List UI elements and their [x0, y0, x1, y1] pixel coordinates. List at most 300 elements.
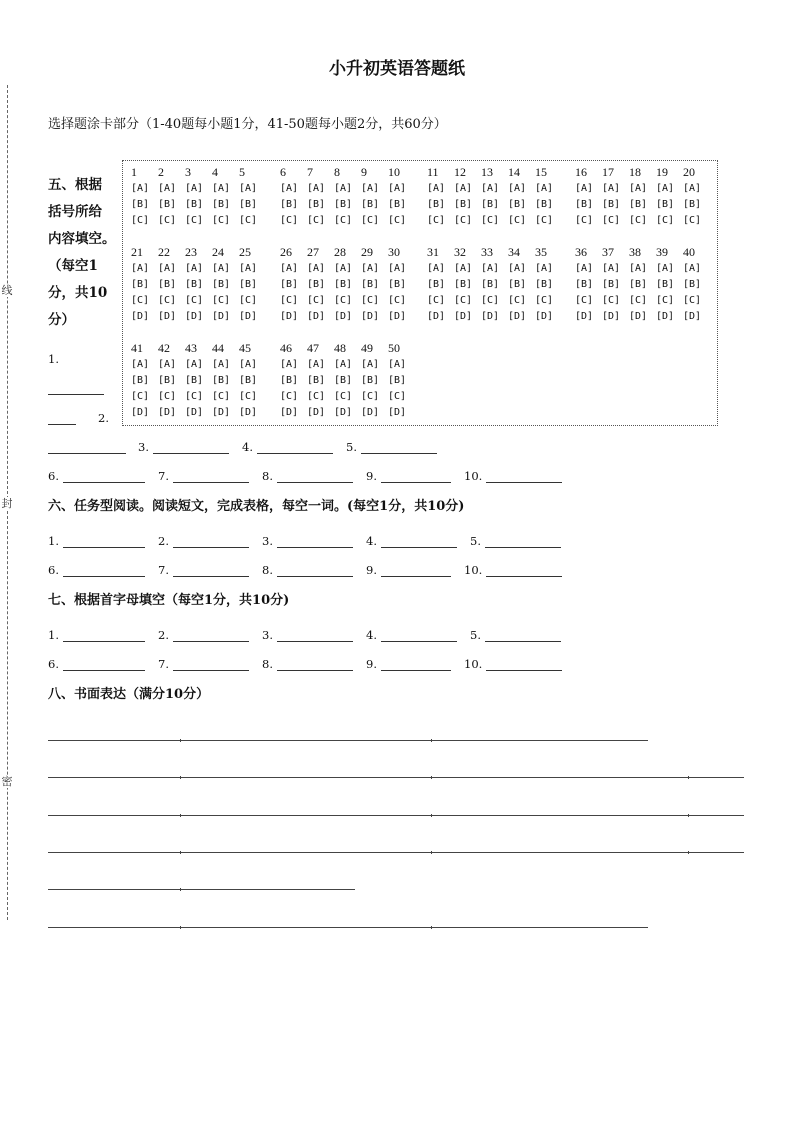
- s7-item-6-label: 6.: [48, 657, 59, 671]
- s7-item-7-label: 7.: [158, 657, 169, 671]
- answer-bubble[interactable]: [D]: [158, 310, 177, 322]
- answer-bubble[interactable]: [A]: [454, 262, 473, 274]
- answer-bubble[interactable]: [C]: [602, 214, 621, 226]
- question-number: 42: [158, 340, 170, 355]
- answer-bubble[interactable]: [A]: [361, 358, 380, 370]
- s6-item-5-blank[interactable]: [485, 535, 561, 548]
- answer-bubble[interactable]: [A]: [212, 182, 231, 194]
- question-number: 28: [334, 244, 346, 259]
- answer-bubble[interactable]: [A]: [239, 182, 258, 194]
- bubble-group: [131, 340, 266, 420]
- question-number: 3: [185, 164, 191, 179]
- bubble-group: [427, 164, 562, 228]
- answer-bubble[interactable]: [C]: [185, 214, 204, 226]
- answer-bubble[interactable]: [A]: [602, 182, 621, 194]
- answer-bubble[interactable]: [B]: [427, 278, 446, 290]
- answer-bubble[interactable]: [B]: [307, 198, 326, 210]
- question-number: 2: [158, 164, 164, 179]
- answer-bubble[interactable]: [C]: [388, 294, 407, 306]
- s6-item-4-blank[interactable]: [381, 535, 457, 548]
- answer-bubble[interactable]: [D]: [185, 406, 204, 418]
- answer-bubble[interactable]: [A]: [427, 262, 446, 274]
- question-number: 11: [427, 164, 439, 179]
- section5-line: （每空1: [48, 258, 98, 274]
- s6-item-6-blank[interactable]: [63, 564, 145, 577]
- answer-bubble[interactable]: [C]: [158, 294, 177, 306]
- question-number: 50: [388, 340, 400, 355]
- question-number: 31: [427, 244, 439, 259]
- s7-item-8-blank[interactable]: [277, 658, 353, 671]
- answer-bubble[interactable]: [A]: [683, 182, 702, 194]
- bubble-group: [280, 164, 415, 228]
- question-number: 20: [683, 164, 695, 179]
- answer-bubble[interactable]: [A]: [388, 262, 407, 274]
- writing-line[interactable]: [48, 889, 355, 890]
- s7-item-1-blank[interactable]: [63, 629, 145, 642]
- answer-bubble[interactable]: [C]: [280, 214, 299, 226]
- margin-char-xian: 线: [1, 284, 13, 297]
- question-number: 9: [361, 164, 367, 179]
- question-number: 41: [131, 340, 143, 355]
- s5-item-8-blank[interactable]: [277, 470, 353, 483]
- question-number: 16: [575, 164, 587, 179]
- question-number: 23: [185, 244, 197, 259]
- writing-line[interactable]: [48, 927, 648, 928]
- answer-bubble[interactable]: [A]: [535, 182, 554, 194]
- question-number: 45: [239, 340, 251, 355]
- question-number: 36: [575, 244, 587, 259]
- section5-line: 内容填空。: [48, 231, 116, 247]
- answer-bubble[interactable]: [C]: [280, 294, 299, 306]
- question-number: 5: [239, 164, 245, 179]
- answer-bubble[interactable]: [B]: [280, 374, 299, 386]
- answer-bubble[interactable]: [C]: [185, 390, 204, 402]
- writing-line[interactable]: [48, 777, 744, 778]
- margin-char-feng: 封: [1, 497, 13, 510]
- answer-bubble[interactable]: [A]: [481, 262, 500, 274]
- answer-bubble[interactable]: [B]: [158, 374, 177, 386]
- answer-bubble[interactable]: [A]: [280, 182, 299, 194]
- answer-bubble[interactable]: [C]: [629, 214, 648, 226]
- s6-item-1-blank[interactable]: [63, 535, 145, 548]
- question-number: 10: [388, 164, 400, 179]
- answer-bubble[interactable]: [C]: [307, 294, 326, 306]
- answer-bubble[interactable]: [B]: [185, 198, 204, 210]
- s7-item-5-label: 5.: [470, 628, 481, 642]
- section5-line: 括号所给: [48, 204, 102, 220]
- answer-bubble[interactable]: [D]: [158, 406, 177, 418]
- answer-bubble[interactable]: [C]: [131, 214, 150, 226]
- s7-item-10-label: 10.: [464, 657, 483, 671]
- answer-bubble[interactable]: [C]: [508, 214, 527, 226]
- answer-bubble[interactable]: [C]: [280, 390, 299, 402]
- answer-bubble[interactable]: [C]: [388, 390, 407, 402]
- answer-bubble[interactable]: [A]: [683, 262, 702, 274]
- answer-bubble[interactable]: [A]: [212, 262, 231, 274]
- page-title: 小升初英语答题纸: [329, 59, 465, 79]
- answer-bubble[interactable]: [B]: [535, 278, 554, 290]
- answer-bubble[interactable]: [C]: [361, 294, 380, 306]
- answer-bubble[interactable]: [C]: [158, 214, 177, 226]
- answer-bubble[interactable]: [D]: [280, 406, 299, 418]
- answer-bubble[interactable]: [C]: [454, 294, 473, 306]
- answer-bubble[interactable]: [B]: [656, 278, 675, 290]
- answer-bubble[interactable]: [C]: [481, 214, 500, 226]
- answer-bubble[interactable]: [A]: [508, 262, 527, 274]
- answer-bubble[interactable]: [C]: [427, 214, 446, 226]
- s5-item-10-blank[interactable]: [486, 470, 562, 483]
- s7-item-1-label: 1.: [48, 628, 59, 642]
- s5-item-6-label: 6.: [48, 469, 59, 483]
- answer-bubble[interactable]: [B]: [427, 198, 446, 210]
- question-number: 15: [535, 164, 547, 179]
- answer-bubble[interactable]: [B]: [481, 198, 500, 210]
- answer-bubble[interactable]: [B]: [629, 198, 648, 210]
- answer-bubble[interactable]: [A]: [535, 262, 554, 274]
- answer-bubble[interactable]: [D]: [185, 310, 204, 322]
- answer-bubble[interactable]: [A]: [334, 182, 353, 194]
- answer-bubble[interactable]: [B]: [361, 278, 380, 290]
- question-number: 35: [535, 244, 547, 259]
- answer-bubble[interactable]: [A]: [427, 182, 446, 194]
- answer-bubble[interactable]: [D]: [212, 310, 231, 322]
- answer-bubble[interactable]: [C]: [575, 294, 594, 306]
- s5-item-1-blank-cont[interactable]: [48, 424, 76, 425]
- answer-bubble[interactable]: [B]: [131, 278, 150, 290]
- question-number: 30: [388, 244, 400, 259]
- question-number: 22: [158, 244, 170, 259]
- answer-bubble[interactable]: [B]: [212, 278, 231, 290]
- answer-bubble[interactable]: [C]: [683, 214, 702, 226]
- answer-bubble[interactable]: [C]: [427, 294, 446, 306]
- answer-bubble[interactable]: [B]: [629, 278, 648, 290]
- answer-bubble[interactable]: [C]: [535, 294, 554, 306]
- bubble-group: [131, 244, 266, 324]
- answer-bubble[interactable]: [A]: [158, 182, 177, 194]
- answer-bubble[interactable]: [B]: [334, 198, 353, 210]
- answer-bubble[interactable]: [C]: [239, 214, 258, 226]
- s7-item-5-blank[interactable]: [485, 629, 561, 642]
- answer-bubble[interactable]: [A]: [508, 182, 527, 194]
- answer-bubble[interactable]: [D]: [212, 406, 231, 418]
- answer-bubble[interactable]: [A]: [131, 182, 150, 194]
- s6-item-2-label: 2.: [158, 534, 169, 548]
- answer-bubble[interactable]: [C]: [158, 390, 177, 402]
- answer-bubble[interactable]: [C]: [361, 390, 380, 402]
- writing-line[interactable]: [48, 815, 744, 816]
- answer-bubble[interactable]: [A]: [280, 358, 299, 370]
- answer-bubble[interactable]: [B]: [602, 278, 621, 290]
- question-number: 8: [334, 164, 340, 179]
- answer-bubble[interactable]: [B]: [212, 198, 231, 210]
- answer-bubble[interactable]: [D]: [388, 406, 407, 418]
- answer-bubble[interactable]: [B]: [388, 198, 407, 210]
- answer-bubble[interactable]: [A]: [185, 182, 204, 194]
- answer-bubble[interactable]: [B]: [575, 278, 594, 290]
- s7-item-10-blank[interactable]: [486, 658, 562, 671]
- answer-bubble[interactable]: [B]: [481, 278, 500, 290]
- answer-bubble[interactable]: [A]: [361, 262, 380, 274]
- answer-bubble[interactable]: [C]: [481, 294, 500, 306]
- question-number: 1: [131, 164, 137, 179]
- section5-line: 分）: [48, 312, 75, 328]
- s6-item-10-blank[interactable]: [486, 564, 562, 577]
- answer-bubble[interactable]: [B]: [388, 278, 407, 290]
- answer-bubble[interactable]: [A]: [481, 182, 500, 194]
- question-number: 25: [239, 244, 251, 259]
- answer-bubble[interactable]: [A]: [454, 182, 473, 194]
- answer-bubble[interactable]: [D]: [629, 310, 648, 322]
- answer-bubble[interactable]: [D]: [508, 310, 527, 322]
- s6-item-6-label: 6.: [48, 563, 59, 577]
- section8-heading: 八、书面表达（满分10分）: [48, 687, 210, 702]
- answer-bubble[interactable]: [A]: [280, 262, 299, 274]
- answer-bubble[interactable]: [C]: [629, 294, 648, 306]
- answer-bubble[interactable]: [D]: [239, 406, 258, 418]
- answer-bubble[interactable]: [D]: [131, 406, 150, 418]
- question-number: 33: [481, 244, 493, 259]
- writing-line[interactable]: [48, 740, 648, 741]
- s7-item-9-blank[interactable]: [381, 658, 451, 671]
- answer-bubble[interactable]: [B]: [307, 374, 326, 386]
- answer-bubble[interactable]: [D]: [307, 310, 326, 322]
- s6-item-7-label: 7.: [158, 563, 169, 577]
- answer-bubble[interactable]: [C]: [334, 390, 353, 402]
- question-number: 13: [481, 164, 493, 179]
- answer-bubble[interactable]: [A]: [656, 262, 675, 274]
- answer-bubble[interactable]: [B]: [307, 278, 326, 290]
- answer-bubble[interactable]: [C]: [212, 294, 231, 306]
- s7-item-2-label: 2.: [158, 628, 169, 642]
- s7-item-2-blank[interactable]: [173, 629, 249, 642]
- question-number: 43: [185, 340, 197, 355]
- question-number: 7: [307, 164, 313, 179]
- writing-line[interactable]: [48, 852, 744, 853]
- answer-bubble[interactable]: [B]: [454, 278, 473, 290]
- question-number: 17: [602, 164, 614, 179]
- answer-bubble[interactable]: [B]: [131, 374, 150, 386]
- answer-bubble[interactable]: [C]: [535, 214, 554, 226]
- answer-bubble[interactable]: [B]: [158, 278, 177, 290]
- answer-bubble[interactable]: [C]: [361, 214, 380, 226]
- answer-bubble[interactable]: [C]: [508, 294, 527, 306]
- question-number: 48: [334, 340, 346, 355]
- answer-bubble[interactable]: [A]: [629, 182, 648, 194]
- s5-item-9-blank[interactable]: [381, 470, 451, 483]
- answer-bubble[interactable]: [D]: [388, 310, 407, 322]
- s5-item-5-blank[interactable]: [361, 441, 437, 454]
- answer-bubble[interactable]: [B]: [361, 374, 380, 386]
- s6-item-8-label: 8.: [262, 563, 273, 577]
- answer-bubble[interactable]: [B]: [454, 198, 473, 210]
- s5-item-6-blank[interactable]: [63, 470, 145, 483]
- s7-item-9-label: 9.: [366, 657, 377, 671]
- answer-bubble[interactable]: [C]: [239, 390, 258, 402]
- s5-item-1-blank[interactable]: [48, 394, 104, 395]
- s6-item-5-label: 5.: [470, 534, 481, 548]
- answer-bubble[interactable]: [A]: [307, 262, 326, 274]
- s6-item-9-blank[interactable]: [381, 564, 451, 577]
- answer-bubble[interactable]: [B]: [575, 198, 594, 210]
- answer-bubble[interactable]: [B]: [334, 278, 353, 290]
- answer-bubble[interactable]: [B]: [508, 278, 527, 290]
- answer-bubble[interactable]: [A]: [158, 262, 177, 274]
- s5-item-8-label: 8.: [262, 469, 273, 483]
- answer-bubble[interactable]: [B]: [131, 198, 150, 210]
- answer-bubble[interactable]: [D]: [454, 310, 473, 322]
- answer-bubble[interactable]: [D]: [131, 310, 150, 322]
- answer-bubble[interactable]: [A]: [334, 358, 353, 370]
- section6-heading: 六、任务型阅读。阅读短文，完成表格，每空一词。(每空1分，共10分): [48, 499, 465, 514]
- s6-item-3-label: 3.: [262, 534, 273, 548]
- answer-bubble[interactable]: [B]: [158, 198, 177, 210]
- answer-bubble[interactable]: [B]: [508, 198, 527, 210]
- section5-instruction: [48, 172, 128, 334]
- question-number: 39: [656, 244, 668, 259]
- answer-bubble[interactable]: [B]: [239, 374, 258, 386]
- answer-bubble[interactable]: [B]: [683, 278, 702, 290]
- question-number: 44: [212, 340, 224, 355]
- s7-item-6-blank[interactable]: [63, 658, 145, 671]
- answer-bubble[interactable]: [C]: [602, 294, 621, 306]
- answer-bubble[interactable]: [B]: [239, 198, 258, 210]
- answer-bubble[interactable]: [B]: [535, 198, 554, 210]
- question-number: 26: [280, 244, 292, 259]
- question-number: 32: [454, 244, 466, 259]
- answer-bubble[interactable]: [C]: [388, 214, 407, 226]
- answer-bubble[interactable]: [C]: [185, 294, 204, 306]
- question-number: 27: [307, 244, 319, 259]
- answer-bubble[interactable]: [C]: [656, 294, 675, 306]
- question-number: 49: [361, 340, 373, 355]
- answer-bubble[interactable]: [A]: [131, 262, 150, 274]
- answer-bubble[interactable]: [D]: [535, 310, 554, 322]
- s5-item-2-label: 2.: [98, 411, 109, 425]
- answer-bubble[interactable]: [D]: [361, 406, 380, 418]
- answer-bubble[interactable]: [C]: [239, 294, 258, 306]
- section7-heading: 七、根据首字母填空（每空1分，共10分): [48, 593, 290, 608]
- answer-bubble[interactable]: [A]: [361, 182, 380, 194]
- answer-bubble[interactable]: [A]: [388, 358, 407, 370]
- s7-item-4-blank[interactable]: [381, 629, 457, 642]
- answer-bubble[interactable]: [B]: [280, 278, 299, 290]
- answer-bubble[interactable]: [A]: [158, 358, 177, 370]
- answer-bubble[interactable]: [C]: [131, 390, 150, 402]
- answer-bubble[interactable]: [B]: [185, 374, 204, 386]
- answer-bubble[interactable]: [A]: [185, 262, 204, 274]
- s6-item-7-blank[interactable]: [173, 564, 249, 577]
- margin-char-mi: 密: [1, 775, 13, 788]
- answer-bubble[interactable]: [C]: [212, 214, 231, 226]
- question-number: 29: [361, 244, 373, 259]
- answer-bubble[interactable]: [C]: [334, 294, 353, 306]
- answer-bubble[interactable]: [A]: [239, 262, 258, 274]
- answer-bubble[interactable]: [B]: [683, 198, 702, 210]
- s6-item-9-label: 9.: [366, 563, 377, 577]
- answer-bubble[interactable]: [D]: [427, 310, 446, 322]
- question-number: 40: [683, 244, 695, 259]
- answer-bubble[interactable]: [D]: [656, 310, 675, 322]
- answer-bubble[interactable]: [B]: [280, 198, 299, 210]
- answer-bubble[interactable]: [A]: [388, 182, 407, 194]
- answer-bubble[interactable]: [D]: [683, 310, 702, 322]
- answer-bubble[interactable]: [A]: [185, 358, 204, 370]
- question-number: 6: [280, 164, 286, 179]
- s6-item-3-blank[interactable]: [277, 535, 353, 548]
- question-number: 38: [629, 244, 641, 259]
- answer-bubble[interactable]: [B]: [334, 374, 353, 386]
- s5-item-2-blank[interactable]: [48, 453, 126, 454]
- answer-bubble[interactable]: [C]: [656, 214, 675, 226]
- question-number: 4: [212, 164, 218, 179]
- question-number: 12: [454, 164, 466, 179]
- question-number: 47: [307, 340, 319, 355]
- answer-bubble[interactable]: [A]: [629, 262, 648, 274]
- answer-bubble[interactable]: [A]: [212, 358, 231, 370]
- bubble-group: [575, 244, 710, 324]
- answer-bubble[interactable]: [B]: [656, 198, 675, 210]
- answer-bubble[interactable]: [A]: [602, 262, 621, 274]
- answer-bubble[interactable]: [D]: [602, 310, 621, 322]
- answer-bubble[interactable]: [D]: [481, 310, 500, 322]
- answer-bubble[interactable]: [C]: [212, 390, 231, 402]
- s5-item-3-blank[interactable]: [153, 441, 229, 454]
- answer-bubble[interactable]: [C]: [454, 214, 473, 226]
- answer-bubble[interactable]: [C]: [575, 214, 594, 226]
- answer-bubble[interactable]: [C]: [683, 294, 702, 306]
- question-number: 37: [602, 244, 614, 259]
- answer-bubble[interactable]: [C]: [334, 214, 353, 226]
- s6-item-8-blank[interactable]: [277, 564, 353, 577]
- s7-item-7-blank[interactable]: [173, 658, 249, 671]
- answer-bubble[interactable]: [C]: [131, 294, 150, 306]
- s7-item-3-blank[interactable]: [277, 629, 353, 642]
- answer-bubble[interactable]: [D]: [307, 406, 326, 418]
- answer-bubble[interactable]: [A]: [239, 358, 258, 370]
- answer-bubble[interactable]: [B]: [212, 374, 231, 386]
- answer-bubble[interactable]: [A]: [307, 182, 326, 194]
- answer-bubble[interactable]: [B]: [602, 198, 621, 210]
- answer-bubble[interactable]: [A]: [575, 262, 594, 274]
- answer-bubble[interactable]: [D]: [361, 310, 380, 322]
- answer-bubble[interactable]: [B]: [185, 278, 204, 290]
- answer-bubble[interactable]: [C]: [307, 214, 326, 226]
- answer-bubble[interactable]: [D]: [280, 310, 299, 322]
- answer-bubble[interactable]: [A]: [307, 358, 326, 370]
- s6-item-2-blank[interactable]: [173, 535, 249, 548]
- answer-bubble[interactable]: [D]: [575, 310, 594, 322]
- answer-bubble[interactable]: [C]: [307, 390, 326, 402]
- answer-bubble[interactable]: [B]: [361, 198, 380, 210]
- s6-item-1-label: 1.: [48, 534, 59, 548]
- answer-bubble[interactable]: [A]: [131, 358, 150, 370]
- s5-item-7-label: 7.: [158, 469, 169, 483]
- s5-item-7-blank[interactable]: [173, 470, 249, 483]
- s5-item-9-label: 9.: [366, 469, 377, 483]
- question-number: 18: [629, 164, 641, 179]
- question-number: 19: [656, 164, 668, 179]
- s5-item-4-blank[interactable]: [257, 441, 333, 454]
- answer-bubble[interactable]: [B]: [388, 374, 407, 386]
- answer-bubble[interactable]: [D]: [239, 310, 258, 322]
- answer-bubble[interactable]: [D]: [334, 310, 353, 322]
- answer-bubble[interactable]: [B]: [239, 278, 258, 290]
- answer-bubble[interactable]: [A]: [575, 182, 594, 194]
- answer-bubble[interactable]: [A]: [656, 182, 675, 194]
- answer-bubble[interactable]: [D]: [334, 406, 353, 418]
- answer-bubble[interactable]: [A]: [334, 262, 353, 274]
- bubble-group: [575, 164, 710, 228]
